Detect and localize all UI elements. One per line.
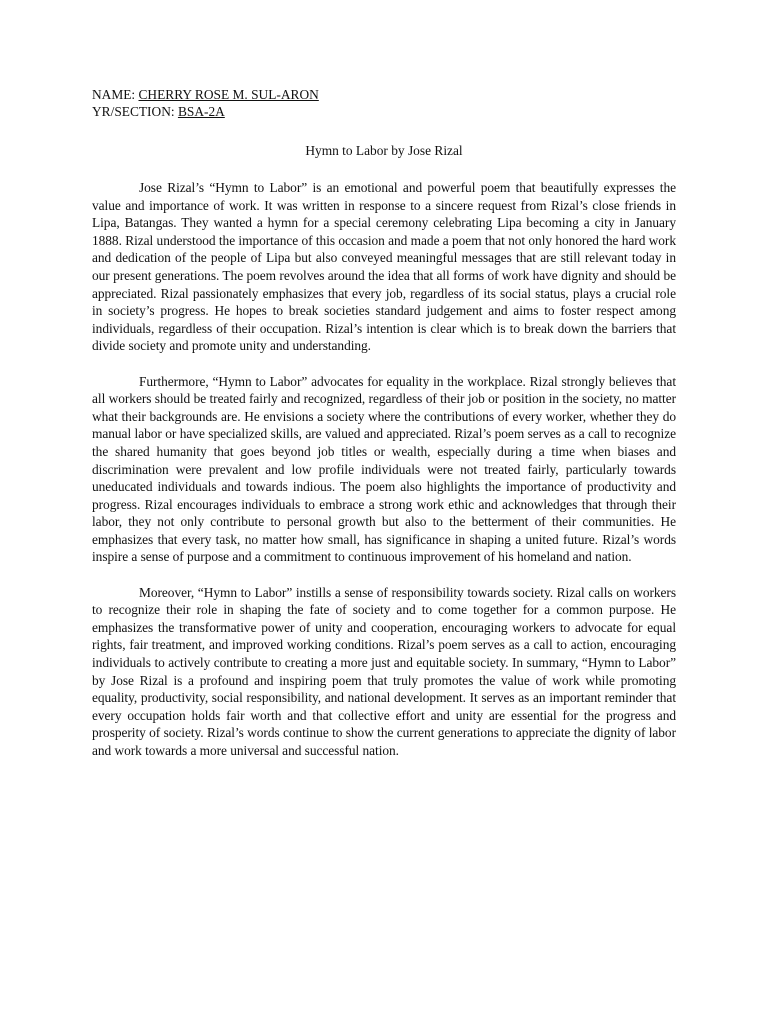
document-title: Hymn to Labor by Jose Rizal: [305, 143, 463, 158]
name-value: CHERRY ROSE M. SUL-ARON: [138, 87, 319, 102]
paragraph-1: Jose Rizal’s “Hymn to Labor” is an emotional and powerful poem that beautifully expresses the value and importance of work. It was written in response to a sincere request from Rizal’s close friends in Lipa, Batangas. They wanted a hymn for a special ceremony celebrating Lipa becoming a city in January 1888. Rizal understood the importance of this occasion and made a poem that not only honored the hard work and dedication of the people of Lipa but also conveyed meaningful messages that are still relevant today in our present generations. The poem revolves around the idea that all forms of work have dignity and should be appreciated. Rizal passionately emphasizes that every job, regardless of its social status, plays a crucial role in society’s progress. He hopes to break societies standard judgement and aims to foster respect among individuals, regardless of their occupation. Rizal’s intention is clear which is to break down the barriers that divide society and promote unity and understanding.: [92, 180, 676, 354]
name-line: [92, 86, 676, 103]
section-value: BSA-2A: [177, 104, 225, 119]
section-line: [92, 103, 676, 120]
section-label: YR/SECTION:: [92, 104, 178, 119]
paragraph-3: Moreover, “Hymn to Labor” instills a sense of responsibility towards society. Rizal calls on workers to recognize their role in shaping the fate of society and to come together for a common purpose. He emphasizes the transformative power of unity and cooperation, encouraging workers to advocate for equal rights, fair treatment, and improved working conditions. Rizal’s poem serves as a call to action, encouraging individuals to actively contribute to creating a more just and equitable society. In summary, “Hymn to Labor” by Jose Rizal is a profound and inspiring poem that truly promotes the value of work while promoting equality, productivity, social responsibility, and national development. It serves as an important reminder that every occupation holds fair worth and that collective effort and unity are essential for the progress and prosperity of society. Rizal’s words continue to show the current generations to appreciate the dignity of labor and work towards a more universal and successful nation.: [92, 584, 676, 758]
name-label: NAME:: [92, 87, 139, 102]
paragraph-2: Furthermore, “Hymn to Labor” advocates for equality in the workplace. Rizal strongly believes that all workers should be treated fairly and recognized, regardless of their job or position in the society, no matter what their backgrounds are. He envisions a society where the contributions of every worker, whether they do manual labor or have specialized skills, are valued and appreciated. Rizal’s poem serves as a call to recognize the shared humanity that goes beyond job titles or wealth, especially during a time when biases and discrimination were prevalent and low profile individuals were not treated fairly, particularly towards uneducated individuals and towards indious. The poem also highlights the importance of productivity and progress. Rizal encourages individuals to embrace a strong work ethic and acknowledges that through their labor, they not only contribute to personal growth but also to the betterment of their communities. He emphasizes that every task, no matter how small, has significance in shaping a united future. Rizal’s words inspire a sense of purpose and a commitment to continuous improvement of his homeland and nation.: [92, 373, 676, 565]
